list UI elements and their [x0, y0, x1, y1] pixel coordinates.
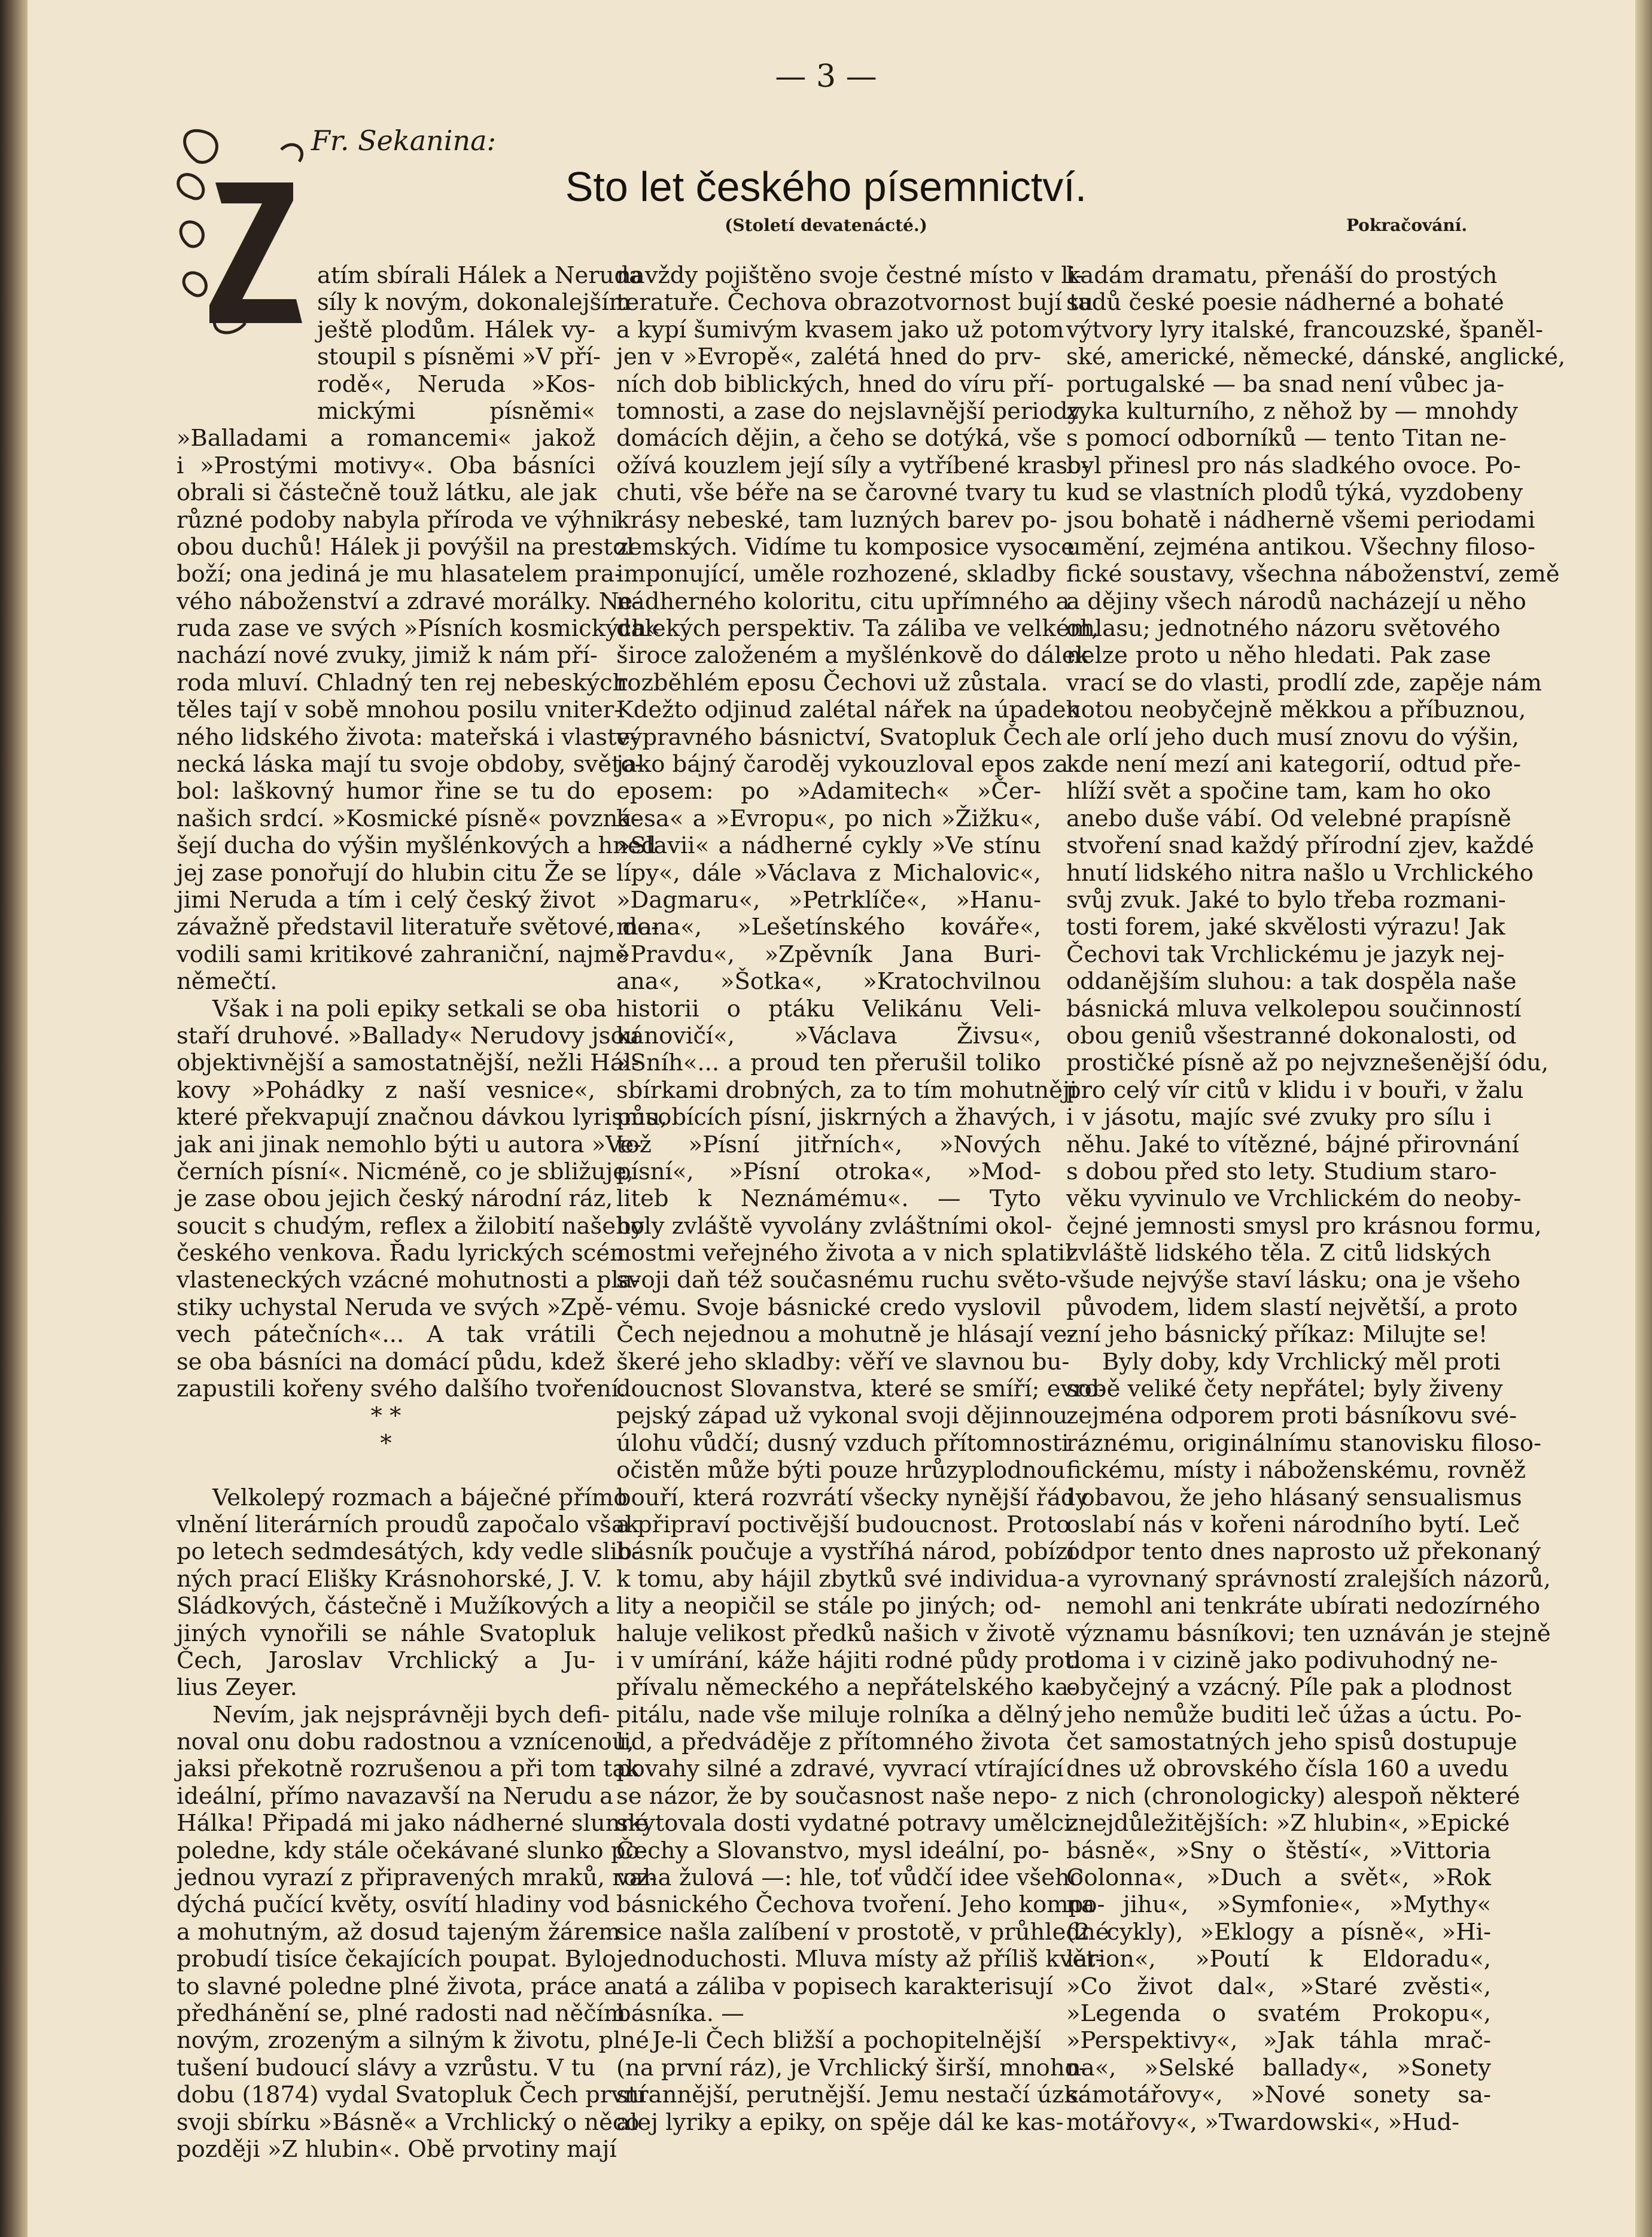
page-edge	[1635, 0, 1652, 2237]
text-line: (2 cykly), »Eklogy a písně«, »Hi-	[1066, 1918, 1491, 1946]
text-line: probudí tisíce čekajících poupat. Bylo	[177, 1946, 616, 1973]
text-line: Čechovi tak Vrchlickému je jazyk nej-	[1066, 941, 1505, 968]
text-line: škeré jeho skladby: věří ve slavnou bu-	[616, 1348, 1070, 1375]
text-line: »Slavii« a nádherné cykly »Ve stínu	[616, 832, 1041, 860]
text-line: věku vyvinulo ve Vrchlickém do neoby-	[1066, 1185, 1522, 1213]
text-line: hlíží svět a spočine tam, kam ho oko	[1066, 778, 1491, 805]
text-line: působících písní, jiskrných a žhavých,	[616, 1104, 1057, 1131]
text-line: němečtí.	[177, 968, 278, 996]
text-line: svoji daň též současnému ruchu světo-	[616, 1267, 1067, 1294]
article-subtitle: (Století devatenácté.)	[725, 215, 927, 235]
text-line: objektivnější a samostatnější, nežli Hál-	[177, 1049, 640, 1077]
text-line: Hálka! Připadá mi jako nádherné slunné	[177, 1810, 649, 1837]
text-line: vému. Svoje básnické credo vyslovil	[616, 1293, 1041, 1321]
text-line: Je-li Čech bližší a pochopitelnější	[652, 2027, 1041, 2055]
text-line: »Pravdu«, »Zpěvník Jana Buri-	[616, 941, 1041, 968]
initial-letter: Z	[254, 258, 258, 265]
text-line: zní jeho básnický příkaz: Milujte se!	[1066, 1321, 1488, 1349]
text-line: strannější, perutnější. Jemu nestačí úzká	[616, 2081, 1092, 2109]
text-line: ale orlí jeho duch musí znovu do výšin,	[1066, 723, 1520, 751]
text-line: kánovičí«, »Václava Živsu«,	[616, 1022, 1041, 1049]
text-line: * *	[370, 1402, 401, 1430]
text-line: bouří, která rozvrátí všecky nynější řády	[616, 1484, 1089, 1511]
text-line: domácích dějin, a čeho se dotýká, vše	[616, 425, 1057, 452]
text-line: všude nejvýše staví lásku; ona je všeho	[1066, 1267, 1521, 1294]
text-line: to slavné poledne plné života, práce a	[177, 1973, 618, 2000]
text-line: básník poučuje a vystříhá národ, pobízí	[616, 1538, 1075, 1566]
text-line: chuti, vše béře na se čarovné tvary tu	[616, 479, 1057, 507]
text-line: kde není mezí ani kategorií, odtud pře-	[1066, 751, 1522, 778]
text-line: stvoření snad každý přírodní zjev, každé	[1066, 832, 1534, 860]
text-column-3	[1066, 262, 1566, 2136]
text-line: sobě veliké čety nepřátel; byly živeny	[1066, 1375, 1503, 1403]
text-line: byl přinesl pro nás sladkého ovoce. Po-	[1066, 452, 1521, 479]
text-line: lius Zeyer.	[177, 1674, 297, 1702]
text-line: i v jásotu, majíc své zvuky pro sílu i	[1066, 1104, 1491, 1131]
article-title: Sto let českého písemnictví.	[565, 163, 1087, 210]
text-line: sbírkami drobných, za to tím mohutněji	[616, 1076, 1078, 1104]
text-line: jej zase ponořují do hlubin citu Že se	[177, 859, 607, 887]
text-line: i »Prostými motivy«. Oba básníci	[177, 452, 595, 479]
text-line: atím sbírali Hálek a Neruda	[317, 262, 643, 289]
text-line: vrací se do vlasti, prodlí zde, zapěje nám	[1066, 669, 1542, 696]
text-line: obyčejný a vzácný. Píle pak a plodnost	[1066, 1674, 1512, 1702]
text-line: portugalské — ba snad není vůbec ja-	[1066, 370, 1505, 398]
text-line: obrali si částečně touž látku, ale jak	[177, 479, 597, 507]
text-line: jako bájný čaroděj vykouzloval epos za	[616, 751, 1069, 778]
text-line: úlohu vůdčí; dusný vzduch přítomnosti	[616, 1429, 1069, 1457]
text-line: významu básníkovi; ten uznáván je stejně	[1066, 1620, 1551, 1647]
text-line: prostičké písně až po nejvznešenější ódu,	[1066, 1049, 1549, 1077]
text-line: ské, americké, německé, dánské, anglické,	[1066, 343, 1566, 371]
text-line: necká láska mají tu svoje obdoby, světo-	[177, 751, 643, 778]
text-line: ideální, přímo navazavší na Nerudu a	[177, 1782, 613, 1810]
text-line: široce založeném a myšlénkově do dálek	[616, 642, 1090, 669]
text-line: pro celý vír citů v klidu i v bouři, v žalu	[1066, 1076, 1524, 1104]
text-line: později »Z hlubin«. Obě prvotiny mají	[177, 2135, 617, 2163]
text-line: kadám dramatu, přenáší do prostých	[1066, 262, 1498, 289]
text-line: a dějiny všech národů nacházejí u něho	[1066, 588, 1526, 615]
text-line: nostmi veřejného života a v nich splatil	[616, 1240, 1073, 1267]
text-line: natá a záliba v popisech karakterisují	[616, 1973, 1053, 2000]
text-line: obou geniů všestranné dokonalosti, od	[1066, 1022, 1517, 1049]
text-line: lid, a předváděje z přítomného života	[616, 1728, 1051, 1756]
text-line: boží; ona jediná je mu hlasatelem pra-	[177, 561, 622, 588]
text-line: anebo duše vábí. Od velebné prapísně	[1066, 805, 1511, 832]
text-line: na«, »Selské ballady«, »Sonety	[1066, 2054, 1491, 2081]
text-line: kud se vlastních plodů týká, vyzdobeny	[1066, 479, 1523, 507]
text-line: jeho nemůže buditi leč úžas a úctu. Po-	[1066, 1701, 1522, 1728]
text-line: Však i na poli epiky setkali se oba	[212, 995, 607, 1022]
text-line: výpravného básnictví, Svatopluk Čech	[616, 723, 1062, 751]
text-line: odpor tento dnes naprosto už překonaný	[1066, 1538, 1541, 1566]
text-line: »Co život dal«, »Staré zvěsti«,	[1066, 1973, 1491, 2000]
text-line: písní«, »Písní otroka«, »Mod-	[616, 1158, 1041, 1185]
text-line: umění, zejména antikou. Všechny filoso-	[1066, 533, 1535, 561]
text-line: alej lyriky a epiky, on spěje dál ke kas-	[616, 2108, 1064, 2136]
text-line: které překvapují značnou dávkou lyrismu,	[177, 1104, 668, 1131]
text-line: skytovala dosti vydatné potravy umělci.	[616, 1810, 1079, 1837]
text-line: básně«, »Sny o štěstí«, »Vittoria	[1066, 1837, 1491, 1864]
author-name: Fr. Sekanina:	[311, 124, 497, 157]
text-line: teratuře. Čechova obrazotvornost bují tu	[616, 289, 1094, 316]
text-line: pitálu, nade vše miluje rolníka a dělný	[616, 1701, 1062, 1728]
text-line: vech pátečních«... A tak vrátili	[177, 1321, 595, 1349]
text-line: lity a neopičil se stále po jiných; od-	[616, 1593, 1041, 1620]
text-line: s dobou před sto lety. Studium staro-	[1066, 1158, 1497, 1185]
text-line: se názor, že by současnost naše nepo-	[616, 1782, 1057, 1810]
text-line: Byly doby, kdy Vrchlický měl proti	[1102, 1348, 1501, 1375]
text-line: básnická mluva velkolepou součinností	[1066, 995, 1522, 1022]
text-line: historii o ptáku Velikánu Veli-	[616, 995, 1041, 1022]
text-line: (na první ráz), je Vrchlický širší, mnoho-	[616, 2054, 1087, 2081]
text-line: básníka. —	[616, 2000, 744, 2027]
text-line: eposem: po »Adamitech« »Čer-	[616, 778, 1041, 805]
text-line: noval onu dobu radostnou a vznícenou,	[177, 1728, 634, 1756]
text-line: obou duchů! Hálek ji povýšil na prestol	[177, 533, 634, 561]
text-line: znejdůležitějších: »Z hlubin«, »Epické	[1066, 1810, 1510, 1837]
text-line: síly k novým, dokonalejším	[317, 289, 631, 316]
text-line: původem, lidem slastí největší, a proto	[1066, 1293, 1518, 1321]
text-line: Čech, Jaroslav Vrchlický a Ju-	[177, 1646, 595, 1674]
text-line: hnutí lidského nitra našlo u Vrchlického	[1066, 859, 1534, 887]
text-line: »Perspektivy«, »Jak táhla mrač-	[1066, 2027, 1491, 2055]
text-line: Colonna«, »Duch a svět«, »Rok	[1066, 1864, 1491, 1892]
text-line: ného lidského života: mateřská i vlaste-	[177, 723, 638, 751]
text-line: ráznému, originálnímu stanovisku filoso-	[1066, 1429, 1542, 1457]
text-line: stoupil s písněmi »V pří-	[317, 343, 601, 371]
text-line: vaha žulová —: hle, toť vůdčí idee všeho	[616, 1864, 1084, 1892]
text-line: roda mluví. Chladný ten rej nebeských	[177, 669, 628, 696]
text-line: pejský západ už vykonal svoji dějinnou	[616, 1402, 1068, 1430]
text-line: rozběhlém eposu Čechovi už zůstala.	[616, 669, 1048, 696]
text-line: notou neobyčejně měkkou a příbuznou,	[1066, 696, 1526, 724]
text-line: tušení budoucí slávy a vzrůstu. V tu	[177, 2054, 595, 2081]
text-line: soucit s chudým, reflex a žilobití našeho	[177, 1212, 644, 1240]
text-line: »Balladami a romancemi« jakož	[177, 425, 595, 452]
text-line: mana«, »Lešetínského kováře«,	[616, 914, 1041, 941]
text-line: bol: laškovný humor řine se tu do	[177, 778, 595, 805]
text-line: těles tají v sobě mnohou posilu vniter-	[177, 696, 622, 724]
text-line: vlnění literárních proudů započalo však	[177, 1511, 640, 1538]
text-line: poledne, kdy stále očekávané slunko po-	[177, 1837, 647, 1864]
text-line: navždy pojištěno svoje čestné místo v li-	[616, 262, 1084, 289]
text-line: vlasteneckých vzácné mohutnosti a pla-	[177, 1267, 640, 1294]
text-line: i obavou, že jeho hlásaný sensualismus	[1066, 1484, 1522, 1511]
text-line: z nich (chronologicky) alespoň některé	[1066, 1782, 1520, 1810]
text-line: výtvory lyry italské, francouzské, španěl-	[1066, 316, 1543, 343]
text-line: k tomu, aby hájil zbytků své individua-	[616, 1565, 1066, 1593]
text-line: a kypí šumivým kvasem jako už potom	[616, 316, 1064, 343]
text-line: ných prací Elišky Krásnohorské, J. V.	[177, 1565, 603, 1593]
text-line: stiky uchystal Neruda ve svých »Zpě-	[177, 1293, 613, 1321]
text-line: černích písní«. Nicméně, co je sbližuje,	[177, 1158, 634, 1185]
text-line: haluje velikost předků našich v životě	[616, 1620, 1055, 1647]
text-line: jak ani jinak nemohlo býti u autora »Ve-	[177, 1131, 642, 1158]
text-line: tosti forem, jaké skvělosti výrazu! Jak	[1066, 914, 1505, 941]
text-line: s pomocí odborníků — tento Titan ne-	[1066, 425, 1507, 452]
text-line: ještě plodům. Hálek vy-	[317, 316, 595, 343]
text-line: vého náboženství a zdravé morálky. Ne-	[177, 588, 641, 615]
text-line: dalekých perspektiv. Ta záliba ve velkém,	[616, 615, 1099, 643]
text-line: na jihu«, »Symfonie«, »Mythy«	[1066, 1891, 1491, 1919]
text-line: ohlasu; jednotného názoru světového	[1066, 615, 1501, 643]
text-line: nachází nové zvuky, jimiž k nám pří-	[177, 642, 598, 669]
text-line: našich srdcí. »Kosmické písně« povzná-	[177, 805, 640, 832]
text-line: jaksi překotně rozrušenou a při tom tak	[177, 1755, 640, 1783]
text-line: ana«, »Šotka«, »Kratochvilnou	[616, 968, 1041, 996]
text-line: »Dagmaru«, »Petrklíče«, »Hanu-	[616, 886, 1041, 914]
text-line: očistěn může býti pouze hrůzyplodnou	[616, 1457, 1066, 1484]
text-column-2	[616, 262, 1109, 2136]
text-line: Čech nejednou a mohutně je hlásají ve-	[616, 1321, 1075, 1349]
text-line: Sládkových, částečně i Mužíkových a	[177, 1593, 610, 1620]
text-line: *	[380, 1429, 392, 1457]
text-line: jen v »Evropě«, zalétá hned do prv-	[616, 343, 1041, 371]
text-line: imponující, uměle rozhozené, skladby	[616, 561, 1056, 588]
text-line: tož »Písní jitřních«, »Nových	[616, 1131, 1041, 1158]
text-line: rodě«, Neruda »Kos-	[317, 370, 595, 398]
text-line: závažně představil literatuře světové, do-	[177, 914, 659, 941]
text-line: motářovy«, »Twardowski«, »Hud-	[1066, 2108, 1460, 2136]
text-line: kovy »Pohádky z naší vesnice«,	[177, 1076, 595, 1104]
text-line: po letech sedmdesátých, kdy vedle slib-	[177, 1538, 640, 1566]
text-line: Čechy a Slovanstvo, mysl ideální, po-	[616, 1837, 1049, 1864]
text-line: svůj zvuk. Jaké to bylo třeba rozmani-	[1066, 886, 1506, 914]
text-line: jiných vynořili se náhle Svatopluk	[177, 1620, 595, 1647]
text-line: básnického Čechova tvoření. Jeho kompo-	[616, 1891, 1105, 1919]
text-line: sice našla zalíbení v prostotě, v průhledné	[616, 1918, 1109, 1946]
text-line: předhánění se, plné radosti nad něčím	[177, 2000, 626, 2027]
text-line: jimi Neruda a tím i celý český život	[177, 886, 595, 914]
text-line: zejména odporem proti básníkovu své-	[1066, 1402, 1517, 1430]
text-line: kesa« a »Evropu«, po nich »Žižku«,	[616, 805, 1041, 832]
text-line: zemských. Vidíme tu komposice vysoce	[616, 533, 1075, 561]
text-line: Kdežto odjinud zalétal nářek na úpadek	[616, 696, 1080, 724]
text-line: přívalu německého a nepřátelského ka-	[616, 1674, 1076, 1702]
text-line	[177, 1457, 595, 1484]
text-line: něhu. Jaké to vítězné, bájné přirovnání	[1066, 1131, 1519, 1158]
text-line: fickému, místy i náboženskému, rovněž	[1066, 1457, 1526, 1484]
text-line: ních dob biblických, hned do víru pří-	[616, 370, 1054, 398]
page-number: — 3 —	[775, 59, 877, 95]
text-line: jednou vyrazí z připravených mraků, roz-	[177, 1864, 657, 1892]
text-line: ožívá kouzlem její síly a vytříbené kraso-	[616, 452, 1090, 479]
text-line: samotářovy«, »Nové sonety sa-	[1066, 2081, 1491, 2109]
text-line: čejné jemnosti smysl pro krásnou formu,	[1066, 1212, 1542, 1240]
text-line: Nevím, jak nejsprávněji bych defi-	[212, 1701, 610, 1728]
text-line: šejí ducha do výšin myšlénkových a hned	[177, 832, 656, 860]
text-line: oslabí nás v kořeni národního bytí. Leč	[1066, 1511, 1520, 1538]
text-line: a mohutným, až dosud tajeným žárem	[177, 1918, 620, 1946]
text-line: různé podoby nabyla příroda ve výhni	[177, 506, 619, 534]
text-line: vodili sami kritikové zahraniční, najmě	[177, 941, 629, 968]
text-line: nemohl ani tenkráte ubírati nedozírného	[1066, 1593, 1541, 1620]
text-line: Velkolepý rozmach a báječné přímo	[212, 1484, 628, 1511]
text-line: »Legenda o svatém Prokopu«,	[1066, 2000, 1491, 2027]
text-line: i v umírání, káže hájiti rodné půdy proti	[616, 1646, 1081, 1674]
text-line: jednoduchosti. Mluva místy až příliš květ-	[616, 1946, 1103, 1973]
text-line: tomnosti, a zase do nejslavnější periody	[616, 397, 1081, 425]
text-line: liteb k Neznámému«. — Tyto	[616, 1185, 1041, 1213]
text-line: sadů české poesie nádherné a bohaté	[1066, 289, 1504, 316]
text-line: fické soustavy, všechna náboženství, země	[1066, 561, 1560, 588]
text-line: povahy silné a zdravé, vyvrací vtírající	[616, 1755, 1064, 1783]
text-column-1	[177, 262, 668, 2163]
continued-note: Pokračování.	[1346, 215, 1468, 235]
text-line: dobu (1874) vydal Svatopluk Čech první	[177, 2081, 647, 2109]
text-line: se oba básníci na domácí půdu, kdež	[177, 1348, 606, 1375]
text-line: je zase obou jejich český národní ráz,	[177, 1185, 613, 1213]
text-line: doma i v cizině jako podivuhodný ne-	[1066, 1646, 1498, 1674]
text-line: krásy nebeské, tam luzných barev po-	[616, 506, 1058, 534]
text-line: svoji sbírku »Básně« a Vrchlický o něco	[177, 2108, 640, 2136]
text-line: oddanějším sluhou: a tak dospěla naše	[1066, 968, 1517, 996]
text-line: novým, zrozeným a silným k životu, plné	[177, 2027, 649, 2055]
text-line: zyka kulturního, z něhož by — mnohdy	[1066, 397, 1518, 425]
text-line: českého venkova. Řadu lyrických scén	[177, 1240, 625, 1267]
text-line: ruda zase ve svých »Písních kosmických«	[177, 615, 661, 643]
text-line: dnes už obrovského čísla 160 a uvedu	[1066, 1755, 1509, 1783]
text-line: jsou bohatě i nádherně všemi periodami	[1066, 506, 1535, 534]
text-line: dýchá pučící květy, osvítí hladiny vod	[177, 1891, 610, 1919]
text-line: nádherného koloritu, citu upřímného a	[616, 588, 1070, 615]
text-line: larion«, »Poutí k Eldoradu«,	[1066, 1946, 1491, 1973]
text-line: a vyrovnaný správností zralejších názorů,	[1066, 1565, 1551, 1593]
text-line: byly zvláště vyvolány zvláštními okol-	[616, 1212, 1052, 1240]
text-line: lípy«, dále »Václava z Michalovic«,	[616, 859, 1041, 887]
text-line: zvláště lidského těla. Z citů lidských	[1066, 1240, 1491, 1267]
text-line: čet samostatných jeho spisů dostupuje	[1066, 1728, 1517, 1756]
text-line: nelze proto u něho hledati. Pak zase	[1066, 642, 1491, 669]
text-line: mickými písněmi«	[317, 397, 595, 425]
book-binding	[0, 0, 28, 2237]
text-line: a připraví poctivější budoucnost. Proto	[616, 1511, 1070, 1538]
text-line: staří druhové. »Ballady« Nerudovy jsou	[177, 1022, 640, 1049]
text-line: zapustili kořeny svého dalšího tvoření.	[177, 1375, 626, 1403]
text-line: doucnost Slovanstva, které se smíří; evro-	[616, 1375, 1106, 1403]
text-line: »Sníh«... a proud ten přerušil toliko	[616, 1049, 1041, 1077]
